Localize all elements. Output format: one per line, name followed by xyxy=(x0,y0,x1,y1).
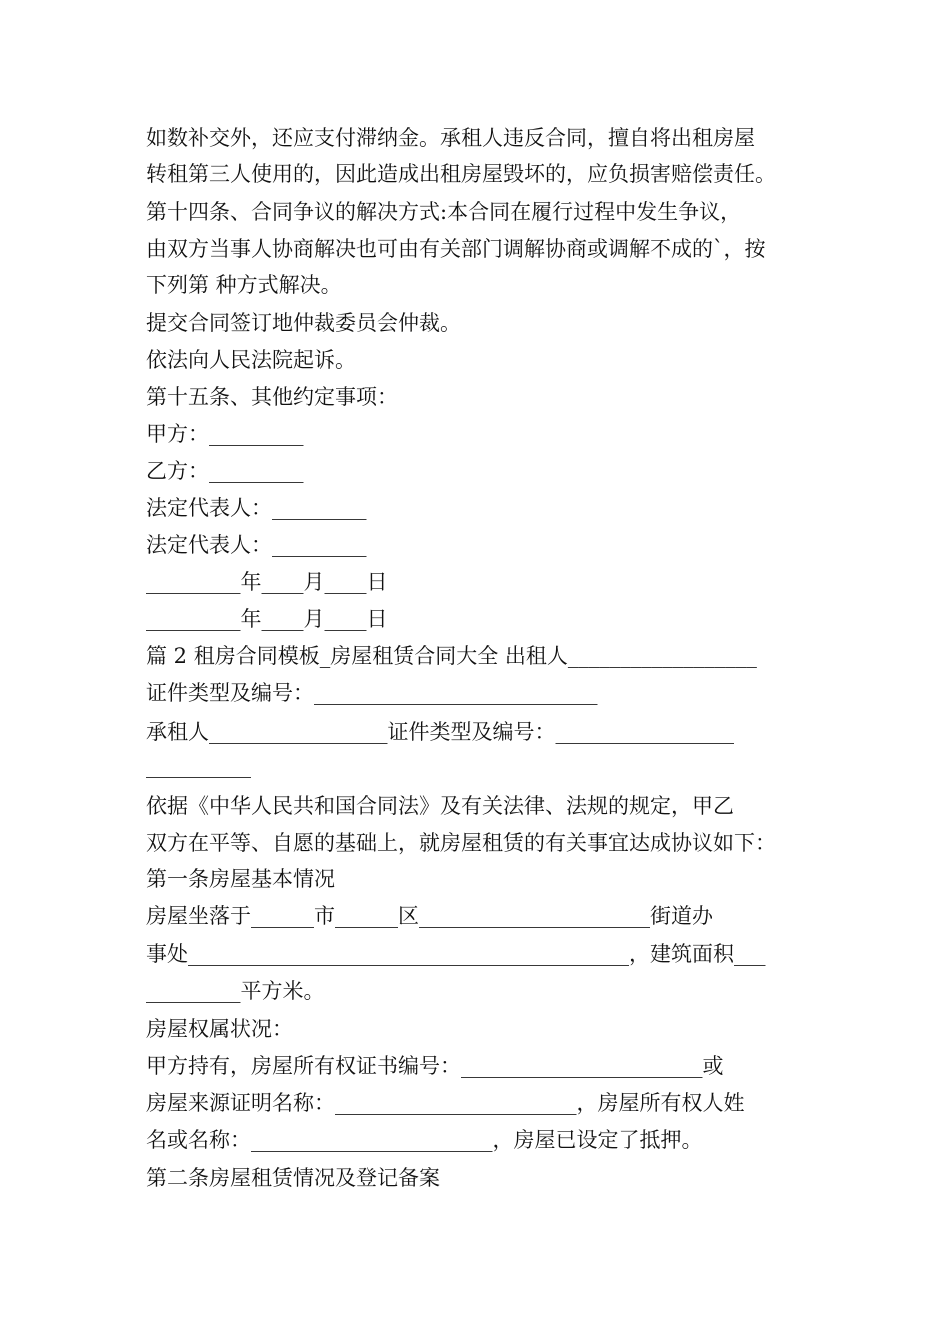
text-line: 法定代表人：_________ xyxy=(146,496,367,520)
text-line: 第二条房屋租赁情况及登记备案 xyxy=(146,1166,440,1190)
text-line: 法定代表人：_________ xyxy=(146,533,367,557)
text-line: 房屋权属状况： xyxy=(146,1017,293,1041)
text-line: 第一条房屋基本情况 xyxy=(146,867,335,891)
text-line: 乙方：_________ xyxy=(146,459,304,483)
text-line: 名或名称：_______________________，房屋已设定了抵押。 xyxy=(146,1128,703,1152)
text-line: _________年____月____日 xyxy=(146,607,388,631)
text-line: 由双方当事人协商解决也可由有关部门调解协商或调解不成的`，按 xyxy=(146,237,766,261)
text-line: 如数补交外，还应支付滞纳金。承租人违反合同，擅自将出租房屋 xyxy=(146,126,755,150)
section-heading-line: 篇 2 租房合同模板_房屋租赁合同大全 出租人__________________ xyxy=(146,644,757,668)
text-line: 承租人_________________证件类型及编号：_________________ xyxy=(146,720,734,744)
text-line: 甲方：_________ xyxy=(146,422,304,446)
text-line: 依法向人民法院起诉。 xyxy=(146,348,356,372)
text-line: 第十四条、合同争议的解决方式:本合同在履行过程中发生争议， xyxy=(146,200,742,224)
text-line: 事处__________________________________________，建筑面积___ xyxy=(146,942,766,966)
text-line: _________年____月____日 xyxy=(146,570,388,594)
text-line: 下列第 种方式解决。 xyxy=(146,273,342,297)
text-line: 依据《中华人民共和国合同法》及有关法律、法规的规定，甲乙 xyxy=(146,794,734,818)
text-line: 证件类型及编号：___________________________ xyxy=(146,681,598,705)
text-line: 提交合同签订地仲裁委员会仲裁。 xyxy=(146,311,461,335)
text-line: 转租第三人使用的，因此造成出租房屋毁坏的，应负损害赔偿责任。 xyxy=(146,162,776,186)
text-line: 甲方持有，房屋所有权证书编号：_______________________或 xyxy=(146,1054,724,1078)
text-line: 第十五条、其他约定事项： xyxy=(146,385,398,409)
text-line: 双方在平等、自愿的基础上，就房屋租赁的有关事宜达成协议如下： xyxy=(146,831,776,855)
text-line: 房屋来源证明名称：_______________________，房屋所有权人姓 xyxy=(146,1091,745,1115)
text-line: __________ xyxy=(146,754,251,778)
text-line: 房屋坐落于______市______区______________________街道办 xyxy=(146,904,713,928)
text-line: _________平方米。 xyxy=(146,979,325,1003)
